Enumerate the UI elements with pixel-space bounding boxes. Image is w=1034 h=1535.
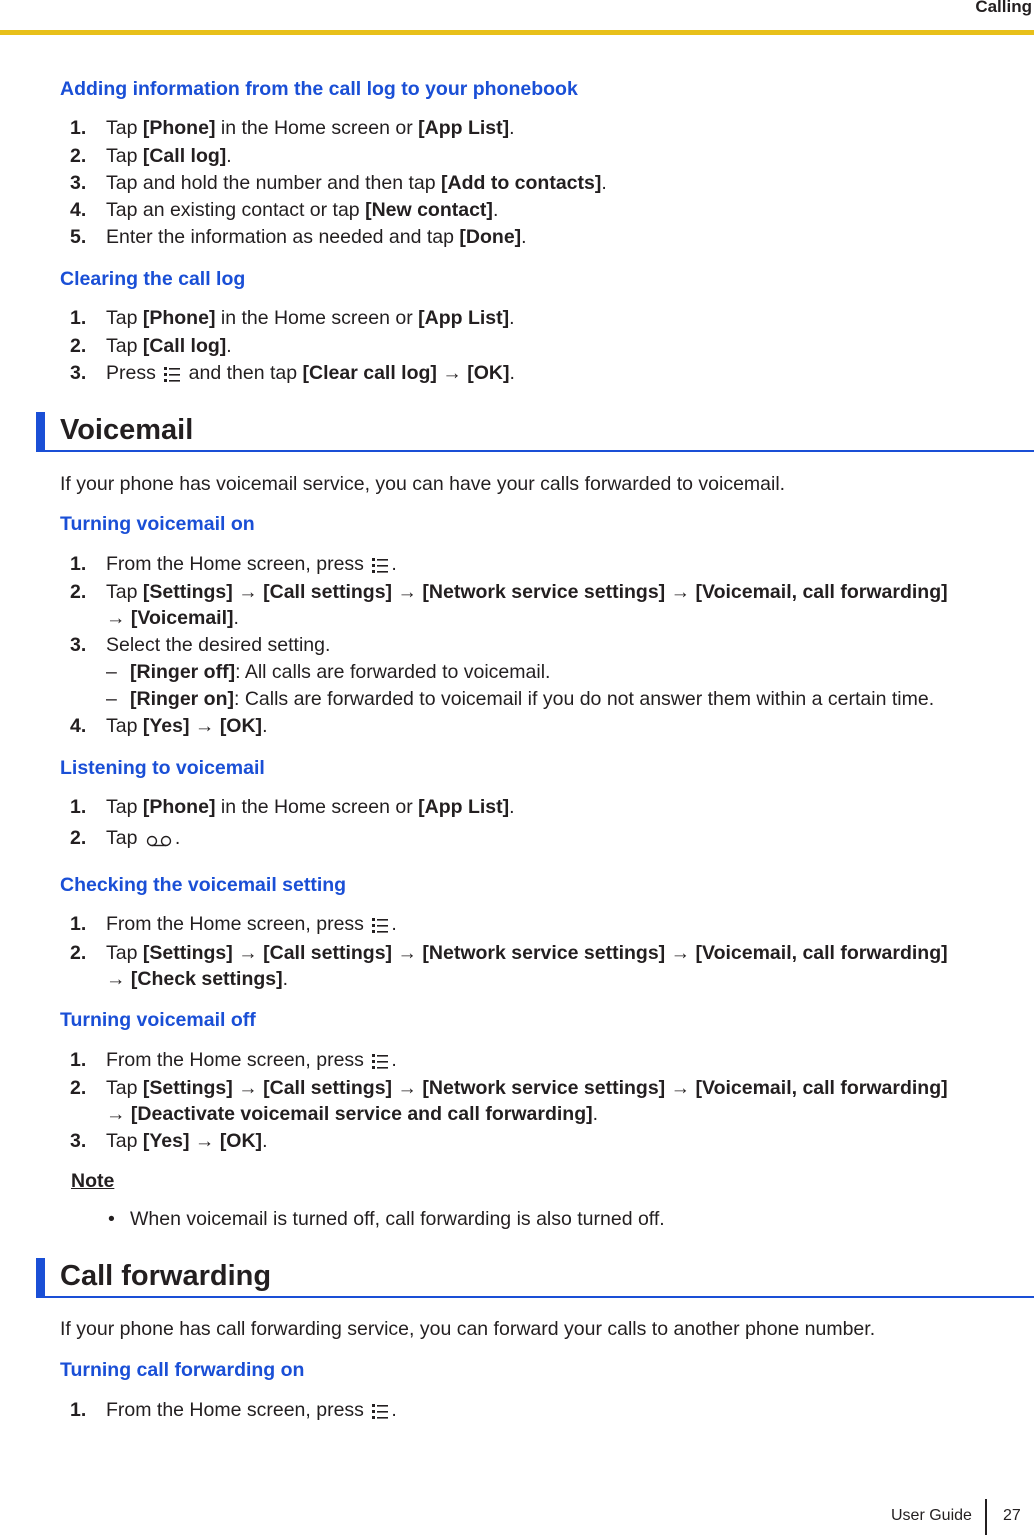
key-label: [Voicemail] [130, 607, 234, 629]
key-label: [App List] [418, 117, 510, 139]
step-number: 3. [70, 1130, 87, 1152]
step-number: 2. [70, 942, 87, 964]
step-text: From the Home screen, press [106, 553, 370, 575]
step-period: . [391, 1399, 397, 1421]
step-number: 3. [70, 634, 87, 656]
footer-separator [985, 1499, 987, 1535]
key-label: [Voicemail, call forwarding] [695, 581, 948, 603]
key-label: [App List] [418, 307, 510, 329]
arrow: → [665, 942, 696, 964]
step-text: Enter the information as needed and tap [106, 226, 460, 248]
step-text: Tap [106, 335, 143, 357]
key-label: [Phone] [142, 307, 216, 329]
step-period: . [262, 1130, 268, 1152]
menu-list-icon [163, 365, 181, 389]
step [70, 361, 515, 389]
key-label: [Ringer off] [130, 661, 236, 683]
arrow: → [106, 607, 131, 629]
step-text: Tap [106, 117, 143, 139]
step-text: Press [106, 362, 162, 384]
section-call-forwarding [36, 1258, 1034, 1298]
step-period: . [174, 827, 181, 849]
step [70, 1129, 267, 1153]
step [70, 633, 330, 657]
section-rule [45, 450, 1034, 452]
menu-list-icon [371, 556, 389, 580]
arrow: → [106, 1103, 131, 1125]
step-text: in the Home screen or [215, 117, 419, 139]
menu-list-icon [371, 1402, 389, 1426]
step-number: 2. [70, 827, 87, 849]
step [70, 116, 515, 140]
key-label: [Yes] [142, 715, 190, 737]
key-label: [Network service settings] [422, 1077, 666, 1099]
section-rule [45, 1296, 1034, 1298]
step [70, 171, 607, 195]
page-header-title: Calling [975, 0, 1032, 16]
step-period: . [226, 145, 232, 167]
step [70, 1048, 397, 1076]
step-text: Tap and hold the number and then tap [106, 172, 442, 194]
step-text: Tap [106, 942, 143, 964]
key-label: [Check settings] [130, 968, 283, 990]
arrow: → [392, 581, 423, 603]
step-text: Tap an existing contact or tap [106, 199, 366, 221]
key-label: [Call settings] [263, 1077, 393, 1099]
arrow: → [106, 968, 131, 990]
step [70, 714, 267, 738]
note-bullet-item [108, 1208, 665, 1231]
section-bar [36, 1258, 45, 1298]
call-forwarding-intro: If your phone has call forwarding service, you can forward your calls to another phone number. [60, 1318, 876, 1340]
step [70, 1398, 397, 1426]
note-text: When voicemail is turned off, call forwarding is also turned off. [130, 1208, 665, 1230]
step-number: 1. [70, 796, 87, 818]
arrow: → [392, 942, 423, 964]
step-period: . [391, 913, 397, 935]
menu-list-icon [371, 1052, 389, 1076]
section-bar [36, 412, 45, 452]
step-text: From the Home screen, press [106, 913, 370, 935]
step-number: 2. [70, 335, 87, 357]
step [70, 334, 232, 358]
step-period: . [282, 968, 289, 990]
bullet-marker: • [108, 1208, 115, 1230]
step-continuation [106, 1102, 598, 1126]
key-label: [Settings] [142, 942, 233, 964]
step-period: . [509, 362, 515, 384]
step [70, 580, 948, 604]
step-period: . [262, 715, 268, 737]
key-label: [Done] [459, 226, 522, 248]
key-label: [Phone] [142, 117, 216, 139]
arrow: → [232, 581, 264, 603]
step-number: 2. [70, 1077, 87, 1099]
step-number: 1. [70, 1399, 87, 1421]
step-period: . [521, 226, 527, 248]
key-label: [App List] [418, 796, 510, 818]
step-text: Tap [106, 796, 143, 818]
subheading-forwarding-on: Turning call forwarding on [60, 1359, 305, 1381]
voicemail-intro: If your phone has voicemail service, you can have your calls forwarded to voicemail. [60, 473, 786, 495]
key-label: [Ringer on] [130, 688, 234, 710]
step-period: . [509, 307, 515, 329]
step-continuation [106, 967, 288, 991]
key-label: [Call settings] [263, 942, 393, 964]
subheading-clear-log: Clearing the call log [60, 268, 246, 290]
step [70, 912, 397, 940]
section-voicemail [36, 412, 1034, 452]
key-label: [Add to contacts] [441, 172, 602, 194]
key-label: [Network service settings] [422, 581, 666, 603]
arrow: → [189, 1130, 220, 1152]
key-label: [Call log] [142, 335, 227, 357]
subheading-checking: Checking the voicemail setting [60, 874, 347, 896]
section-title: Voicemail [60, 414, 194, 446]
key-label: [OK] [467, 362, 510, 384]
key-label: [Clear call log] [302, 362, 437, 384]
arrow: → [232, 1077, 264, 1099]
step-number: 4. [70, 715, 87, 737]
step-text: Tap [106, 307, 143, 329]
step-text: Tap [106, 1077, 143, 1099]
key-label: [Call settings] [263, 581, 393, 603]
step-period: . [492, 199, 499, 221]
footer-label: User Guide [891, 1507, 972, 1524]
step-period: . [226, 335, 232, 357]
step-period: . [601, 172, 607, 194]
key-label: [Settings] [142, 1077, 233, 1099]
dash-marker: – [106, 661, 117, 683]
key-label: [Voicemail, call forwarding] [695, 1077, 948, 1099]
key-label: [Network service settings] [422, 942, 666, 964]
step [70, 826, 180, 854]
voicemail-icon [145, 830, 173, 854]
header-rule [0, 30, 1034, 35]
subheading-voicemail-off: Turning voicemail off [60, 1009, 256, 1031]
step [70, 225, 527, 249]
option-item [106, 687, 934, 711]
step-text: From the Home screen, press [106, 1399, 370, 1421]
arrow: → [189, 715, 220, 737]
subheading-listening: Listening to voicemail [60, 757, 265, 779]
subheading-add-to-phonebook: Adding information from the call log to your phonebook [60, 78, 578, 100]
step-text: Tap [106, 715, 143, 737]
step [70, 1076, 948, 1100]
step-number: 2. [70, 145, 87, 167]
key-label: [Call log] [142, 145, 227, 167]
step-number: 4. [70, 199, 87, 221]
step-period: . [391, 553, 397, 575]
step-text: Tap [106, 581, 143, 603]
step-number: 1. [70, 913, 87, 935]
arrow: → [232, 942, 264, 964]
arrow: → [392, 1077, 423, 1099]
dash-marker: – [106, 688, 117, 710]
step-text: From the Home screen, press [106, 1049, 370, 1071]
key-label: [OK] [219, 715, 263, 737]
step [70, 795, 515, 819]
arrow: → [665, 581, 696, 603]
subheading-voicemail-on: Turning voicemail on [60, 513, 255, 535]
key-label: [Yes] [142, 1130, 190, 1152]
step-number: 5. [70, 226, 87, 248]
key-label: [Phone] [142, 796, 216, 818]
key-label: [Deactivate voicemail service and call forwarding] [130, 1103, 593, 1125]
step-period: . [509, 796, 515, 818]
option-text: : Calls are forwarded to voicemail if you do not answer them within a certain time. [233, 688, 935, 710]
step-continuation [106, 606, 239, 630]
step-number: 3. [70, 172, 87, 194]
step-period: . [233, 607, 239, 629]
step-period: . [391, 1049, 397, 1071]
option-item [106, 660, 550, 684]
step-number: 1. [70, 1049, 87, 1071]
step [70, 941, 948, 965]
step-number: 2. [70, 581, 87, 603]
step-number: 3. [70, 362, 87, 384]
step-text: and then tap [183, 362, 303, 384]
step [70, 144, 232, 168]
step-number: 1. [70, 553, 87, 575]
key-label: [Settings] [142, 581, 233, 603]
step-text: in the Home screen or [215, 307, 419, 329]
step-period: . [509, 117, 515, 139]
step-period: . [592, 1103, 599, 1125]
step [70, 198, 498, 222]
step [70, 306, 515, 330]
menu-list-icon [371, 916, 389, 940]
step-number: 1. [70, 117, 87, 139]
step-text: Tap [106, 1130, 143, 1152]
arrow: → [665, 1077, 696, 1099]
key-label: [New contact] [365, 199, 493, 221]
arrow: → [436, 362, 468, 384]
option-text: : All calls are forwarded to voicemail. [235, 661, 551, 683]
section-title: Call forwarding [60, 1260, 272, 1292]
step-text: Select the desired setting. [106, 634, 331, 656]
note-label: Note [71, 1170, 115, 1192]
step-text: Tap [106, 145, 143, 167]
step-text: Tap [106, 827, 143, 849]
step [70, 552, 397, 580]
step-number: 1. [70, 307, 87, 329]
key-label: [Voicemail, call forwarding] [695, 942, 948, 964]
key-label: [OK] [219, 1130, 263, 1152]
step-text: in the Home screen or [215, 796, 419, 818]
page-number: 27 [1003, 1507, 1021, 1524]
